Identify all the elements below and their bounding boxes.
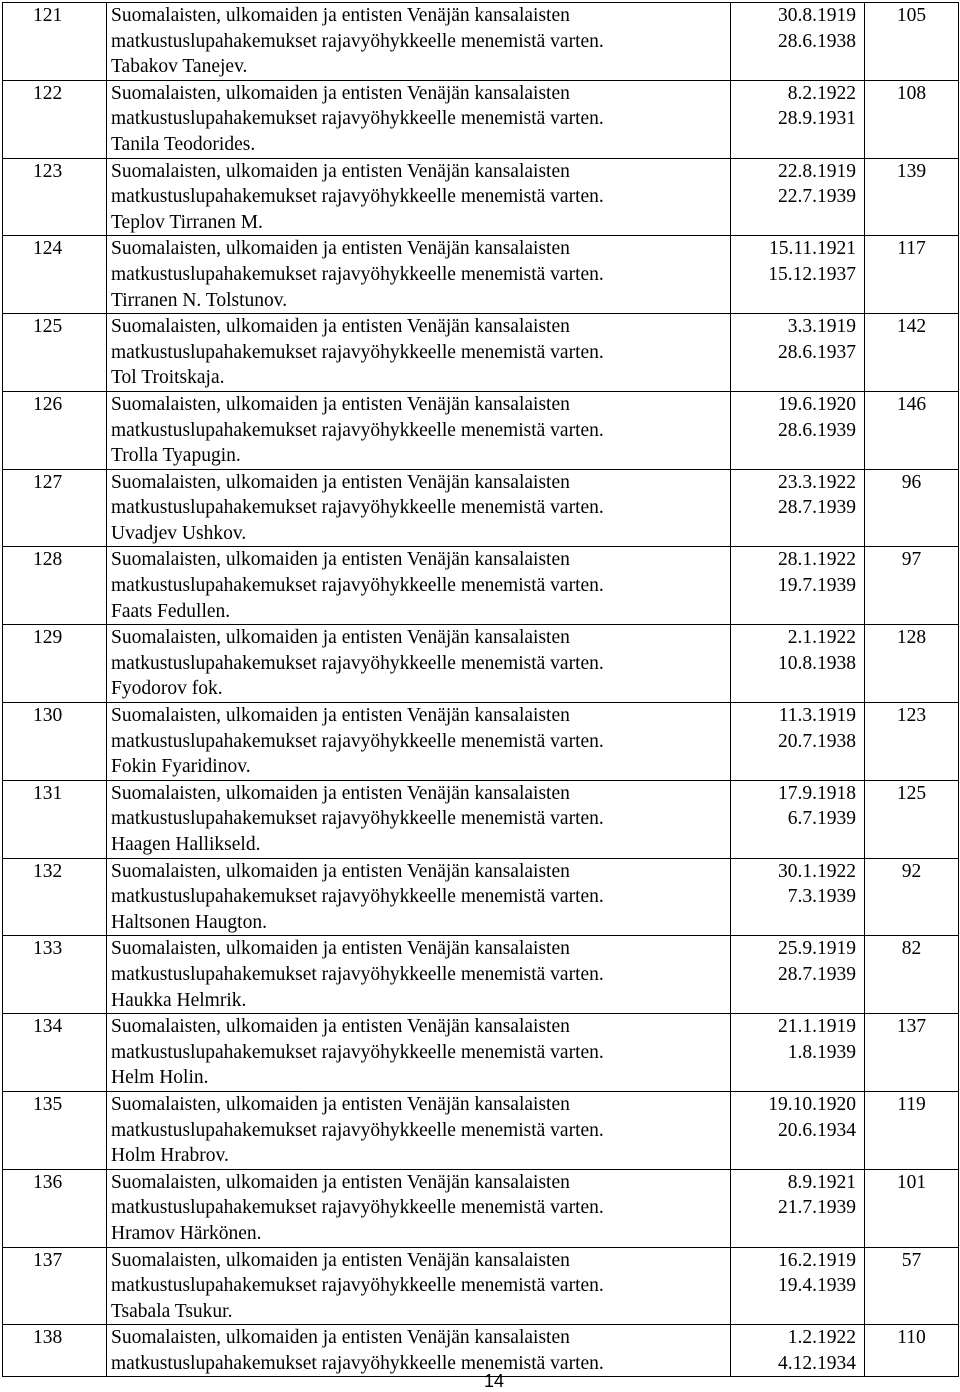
date-range bbox=[731, 314, 865, 392]
file-description bbox=[107, 158, 731, 236]
table-row bbox=[3, 80, 959, 158]
end-date: 21.7.1939 bbox=[778, 1197, 856, 1219]
description-line: Trolla Tyapugin. bbox=[111, 445, 241, 467]
file-number: 138 bbox=[3, 1325, 107, 1377]
file-number: 123 bbox=[3, 158, 107, 236]
item-count: 108 bbox=[865, 80, 959, 158]
description-line: Helm Holin. bbox=[111, 1067, 209, 1089]
end-date: 10.8.1938 bbox=[778, 652, 856, 674]
table-row bbox=[3, 703, 959, 781]
description-line: matkustuslupahakemukset rajavyöhykkeelle menemistä varten. bbox=[111, 652, 604, 674]
end-date: 19.7.1939 bbox=[778, 575, 856, 597]
table-row bbox=[3, 469, 959, 547]
start-date: 8.2.1922 bbox=[787, 82, 856, 104]
end-date: 28.6.1938 bbox=[778, 30, 856, 52]
date-range bbox=[731, 1014, 865, 1092]
item-count: 117 bbox=[865, 236, 959, 314]
table-row bbox=[3, 391, 959, 469]
start-date: 19.10.1920 bbox=[768, 1093, 856, 1115]
description-line: Suomalaisten, ulkomaiden ja entisten Venäjän kansalaisten bbox=[111, 1016, 570, 1038]
file-number: 122 bbox=[3, 80, 107, 158]
description-line: matkustuslupahakemukset rajavyöhykkeelle menemistä varten. bbox=[111, 341, 604, 363]
file-number: 137 bbox=[3, 1247, 107, 1325]
file-number: 136 bbox=[3, 1169, 107, 1247]
file-description bbox=[107, 1014, 731, 1092]
file-description bbox=[107, 80, 731, 158]
end-date: 4.12.1934 bbox=[778, 1352, 856, 1374]
file-description bbox=[107, 236, 731, 314]
file-number: 132 bbox=[3, 858, 107, 936]
date-range bbox=[731, 80, 865, 158]
description-line: Suomalaisten, ulkomaiden ja entisten Venäjän kansalaisten bbox=[111, 160, 570, 182]
end-date: 1.8.1939 bbox=[787, 1041, 856, 1063]
table-row bbox=[3, 1091, 959, 1169]
description-line: matkustuslupahakemukset rajavyöhykkeelle menemistä varten. bbox=[111, 808, 604, 830]
start-date: 11.3.1919 bbox=[778, 705, 856, 727]
start-date: 16.2.1919 bbox=[778, 1249, 856, 1271]
description-line: Suomalaisten, ulkomaiden ja entisten Venäjän kansalaisten bbox=[111, 627, 570, 649]
archive-table bbox=[2, 2, 959, 1377]
description-line: Holm Hrabrov. bbox=[111, 1145, 229, 1167]
date-range bbox=[731, 625, 865, 703]
description-line: Suomalaisten, ulkomaiden ja entisten Venäjän kansalaisten bbox=[111, 5, 570, 26]
file-number: 134 bbox=[3, 1014, 107, 1092]
date-range bbox=[731, 547, 865, 625]
end-date: 15.12.1937 bbox=[768, 263, 856, 285]
description-line: Suomalaisten, ulkomaiden ja entisten Venäjän kansalaisten bbox=[111, 705, 570, 727]
file-description bbox=[107, 936, 731, 1014]
item-count: 146 bbox=[865, 391, 959, 469]
file-number: 127 bbox=[3, 469, 107, 547]
description-line: Suomalaisten, ulkomaiden ja entisten Venäjän kansalaisten bbox=[111, 549, 570, 571]
description-line: Tsabala Tsukur. bbox=[111, 1300, 233, 1322]
item-count: 105 bbox=[865, 3, 959, 81]
table-row bbox=[3, 158, 959, 236]
item-count: 125 bbox=[865, 780, 959, 858]
page-number: 14 bbox=[483, 1371, 505, 1391]
file-description bbox=[107, 703, 731, 781]
start-date: 1.2.1922 bbox=[787, 1327, 856, 1349]
description-line: Suomalaisten, ulkomaiden ja entisten Venäjän kansalaisten bbox=[111, 782, 570, 804]
description-line: matkustuslupahakemukset rajavyöhykkeelle menemistä varten. bbox=[111, 1197, 604, 1219]
date-range bbox=[731, 1091, 865, 1169]
date-range bbox=[731, 936, 865, 1014]
description-line: Suomalaisten, ulkomaiden ja entisten Venäjän kansalaisten bbox=[111, 1171, 570, 1193]
item-count: 137 bbox=[865, 1014, 959, 1092]
description-line: Tirranen N. Tolstunov. bbox=[111, 289, 288, 311]
description-line: Haltsonen Haugton. bbox=[111, 911, 267, 933]
file-description bbox=[107, 3, 731, 81]
start-date: 21.1.1919 bbox=[778, 1016, 856, 1038]
description-line: Teplov Tirranen M. bbox=[111, 211, 263, 233]
start-date: 17.9.1918 bbox=[778, 782, 856, 804]
table-row bbox=[3, 236, 959, 314]
item-count: 57 bbox=[865, 1247, 959, 1325]
start-date: 8.9.1921 bbox=[787, 1171, 856, 1193]
start-date: 30.8.1919 bbox=[778, 5, 856, 26]
end-date: 28.9.1931 bbox=[778, 108, 856, 130]
table-body bbox=[3, 3, 959, 1377]
description-line: Suomalaisten, ulkomaiden ja entisten Venäjän kansalaisten bbox=[111, 82, 570, 104]
description-line: matkustuslupahakemukset rajavyöhykkeelle menemistä varten. bbox=[111, 497, 604, 519]
end-date: 20.7.1938 bbox=[778, 730, 856, 752]
file-number: 135 bbox=[3, 1091, 107, 1169]
file-description bbox=[107, 1169, 731, 1247]
table-row bbox=[3, 3, 959, 81]
description-line: Haukka Helmrik. bbox=[111, 989, 247, 1011]
end-date: 28.6.1937 bbox=[778, 341, 856, 363]
file-description bbox=[107, 314, 731, 392]
description-line: Tabakov Tanejev. bbox=[111, 56, 248, 78]
description-line: Faats Fedullen. bbox=[111, 600, 231, 622]
end-date: 20.6.1934 bbox=[778, 1119, 856, 1141]
table-row bbox=[3, 936, 959, 1014]
table-row bbox=[3, 1014, 959, 1092]
start-date: 28.1.1922 bbox=[778, 549, 856, 571]
file-number: 121 bbox=[3, 3, 107, 81]
file-description bbox=[107, 391, 731, 469]
description-line: Fokin Fyaridinov. bbox=[111, 756, 251, 778]
start-date: 25.9.1919 bbox=[778, 938, 856, 960]
description-line: Tanila Teodorides. bbox=[111, 133, 256, 155]
description-line: matkustuslupahakemukset rajavyöhykkeelle menemistä varten. bbox=[111, 886, 604, 908]
table-row bbox=[3, 625, 959, 703]
date-range bbox=[731, 703, 865, 781]
file-number: 129 bbox=[3, 625, 107, 703]
description-line: matkustuslupahakemukset rajavyöhykkeelle menemistä varten. bbox=[111, 575, 604, 597]
file-description bbox=[107, 469, 731, 547]
date-range bbox=[731, 858, 865, 936]
table-row bbox=[3, 314, 959, 392]
description-line: Haagen Hallikseld. bbox=[111, 834, 261, 855]
file-description bbox=[107, 625, 731, 703]
description-line: Suomalaisten, ulkomaiden ja entisten Venäjän kansalaisten bbox=[111, 1093, 570, 1115]
description-line: matkustuslupahakemukset rajavyöhykkeelle menemistä varten. bbox=[111, 1275, 604, 1297]
item-count: 96 bbox=[865, 469, 959, 547]
item-count: 92 bbox=[865, 858, 959, 936]
item-count: 123 bbox=[865, 703, 959, 781]
start-date: 3.3.1919 bbox=[787, 316, 856, 338]
date-range bbox=[731, 780, 865, 858]
description-line: Suomalaisten, ulkomaiden ja entisten Venäjän kansalaisten bbox=[111, 238, 570, 260]
end-date: 19.4.1939 bbox=[778, 1275, 856, 1297]
item-count: 101 bbox=[865, 1169, 959, 1247]
description-line: matkustuslupahakemukset rajavyöhykkeelle menemistä varten. bbox=[111, 1352, 604, 1374]
item-count: 110 bbox=[865, 1325, 959, 1377]
file-number: 124 bbox=[3, 236, 107, 314]
item-count: 119 bbox=[865, 1091, 959, 1169]
item-count: 97 bbox=[865, 547, 959, 625]
end-date: 6.7.1939 bbox=[787, 808, 856, 830]
end-date: 22.7.1939 bbox=[778, 186, 856, 208]
start-date: 15.11.1921 bbox=[768, 238, 856, 260]
item-count: 128 bbox=[865, 625, 959, 703]
date-range bbox=[731, 469, 865, 547]
description-line: Tol Troitskaja. bbox=[111, 367, 225, 389]
description-line: matkustuslupahakemukset rajavyöhykkeelle menemistä varten. bbox=[111, 186, 604, 208]
description-line: Suomalaisten, ulkomaiden ja entisten Venäjän kansalaisten bbox=[111, 316, 570, 338]
file-description bbox=[107, 547, 731, 625]
description-line: matkustuslupahakemukset rajavyöhykkeelle menemistä varten. bbox=[111, 419, 604, 441]
description-line: matkustuslupahakemukset rajavyöhykkeelle menemistä varten. bbox=[111, 730, 604, 752]
description-line: Suomalaisten, ulkomaiden ja entisten Venäjän kansalaisten bbox=[111, 1249, 570, 1271]
description-line: Suomalaisten, ulkomaiden ja entisten Venäjän kansalaisten bbox=[111, 860, 570, 882]
start-date: 30.1.1922 bbox=[778, 860, 856, 882]
end-date: 28.7.1939 bbox=[778, 497, 856, 519]
file-description bbox=[107, 858, 731, 936]
description-line: Suomalaisten, ulkomaiden ja entisten Venäjän kansalaisten bbox=[111, 1327, 570, 1349]
description-line: Hramov Härkönen. bbox=[111, 1222, 262, 1244]
start-date: 19.6.1920 bbox=[778, 393, 856, 415]
description-line: matkustuslupahakemukset rajavyöhykkeelle menemistä varten. bbox=[111, 963, 604, 985]
table-row bbox=[3, 1169, 959, 1247]
table-row bbox=[3, 780, 959, 858]
description-line: matkustuslupahakemukset rajavyöhykkeelle menemistä varten. bbox=[111, 108, 604, 130]
table-row bbox=[3, 547, 959, 625]
start-date: 22.8.1919 bbox=[778, 160, 856, 182]
date-range bbox=[731, 158, 865, 236]
description-line: matkustuslupahakemukset rajavyöhykkeelle menemistä varten. bbox=[111, 30, 604, 52]
description-line: Uvadjev Ushkov. bbox=[111, 522, 247, 544]
description-line: matkustuslupahakemukset rajavyöhykkeelle menemistä varten. bbox=[111, 263, 604, 285]
date-range bbox=[731, 3, 865, 81]
file-number: 131 bbox=[3, 780, 107, 858]
file-number: 133 bbox=[3, 936, 107, 1014]
file-description bbox=[107, 780, 731, 858]
description-line: Fyodorov fok. bbox=[111, 678, 223, 700]
file-number: 125 bbox=[3, 314, 107, 392]
table-row bbox=[3, 858, 959, 936]
date-range bbox=[731, 1169, 865, 1247]
table-row bbox=[3, 1247, 959, 1325]
item-count: 139 bbox=[865, 158, 959, 236]
file-description bbox=[107, 1247, 731, 1325]
date-range bbox=[731, 1247, 865, 1325]
file-number: 130 bbox=[3, 703, 107, 781]
description-line: Suomalaisten, ulkomaiden ja entisten Venäjän kansalaisten bbox=[111, 393, 570, 415]
end-date: 28.7.1939 bbox=[778, 963, 856, 985]
date-range bbox=[731, 391, 865, 469]
description-line: Suomalaisten, ulkomaiden ja entisten Venäjän kansalaisten bbox=[111, 471, 570, 493]
end-date: 7.3.1939 bbox=[787, 886, 856, 908]
description-line: matkustuslupahakemukset rajavyöhykkeelle menemistä varten. bbox=[111, 1119, 604, 1141]
file-number: 126 bbox=[3, 391, 107, 469]
start-date: 23.3.1922 bbox=[778, 471, 856, 493]
start-date: 2.1.1922 bbox=[787, 627, 856, 649]
end-date: 28.6.1939 bbox=[778, 419, 856, 441]
file-description bbox=[107, 1091, 731, 1169]
item-count: 82 bbox=[865, 936, 959, 1014]
item-count: 142 bbox=[865, 314, 959, 392]
description-line: Suomalaisten, ulkomaiden ja entisten Venäjän kansalaisten bbox=[111, 938, 570, 960]
description-line: matkustuslupahakemukset rajavyöhykkeelle menemistä varten. bbox=[111, 1041, 604, 1063]
file-number: 128 bbox=[3, 547, 107, 625]
date-range bbox=[731, 236, 865, 314]
